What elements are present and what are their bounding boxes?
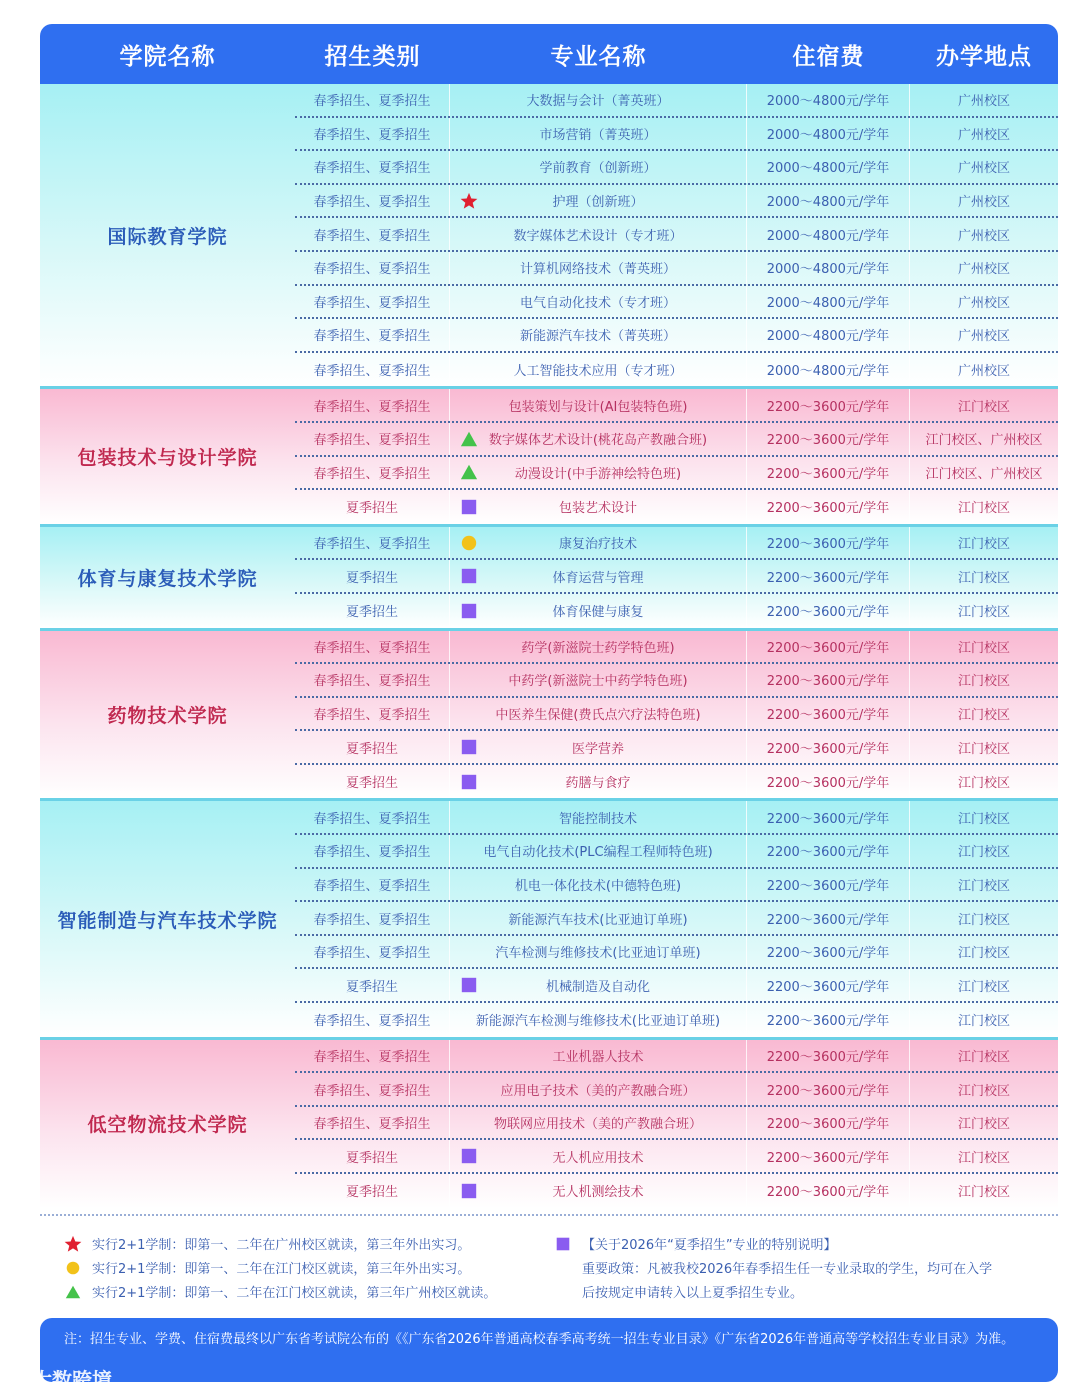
campus-cell: 江门校区 (957, 811, 1010, 827)
table-row (295, 423, 1058, 457)
major-name: 药膳与食疗 (565, 776, 631, 792)
college-name: 低空物流技术学院 (87, 1114, 248, 1137)
table-row (295, 1174, 1058, 1208)
table-row (295, 969, 1058, 1003)
circle-icon (460, 534, 478, 552)
square-icon (460, 976, 478, 994)
table-row (295, 869, 1058, 903)
category-cell: 夏季招生 (295, 731, 450, 763)
campus-cell: 江门校区 (957, 501, 1010, 517)
table-row (295, 698, 1058, 732)
category-cell: 夏季招生 (295, 594, 450, 628)
square-icon (460, 498, 478, 516)
campus-cell: 江门校区 (957, 707, 1010, 723)
major-name: 数字媒体艺术设计（专才班） (513, 228, 683, 244)
college-name: 包装技术与设计学院 (77, 447, 258, 470)
table-row (295, 286, 1058, 320)
campus-cell: 江门校区 (957, 640, 1010, 656)
campus-cell: 江门校区 (957, 979, 1010, 995)
major-cell (450, 1140, 747, 1172)
category-cell: 春季招生、夏季招生 (295, 84, 450, 116)
legend-square (554, 1234, 837, 1253)
major-cell (450, 286, 747, 318)
triangle-icon (64, 1283, 82, 1301)
campus-cell: 江门校区 (957, 912, 1010, 928)
major-name: 市场营销（菁英班） (539, 127, 657, 143)
major-name: 电气自动化技术(PLC编程工程师特色班) (483, 845, 713, 861)
table-row (295, 731, 1058, 765)
campus-cell: 广州校区 (957, 329, 1010, 345)
college-group (40, 1037, 1058, 1208)
major-cell (450, 698, 747, 730)
major-name: 新能源汽车检测与维修技术(比亚迪订单班) (475, 1014, 721, 1030)
legend-triangle (64, 1282, 496, 1301)
campus-cell: 江门校区 (957, 741, 1010, 757)
table-row (295, 527, 1058, 561)
college-group (40, 386, 1058, 523)
campus-cell: 江门校区 (957, 946, 1010, 962)
major-name: 工业机器人技术 (552, 1049, 644, 1065)
category-cell: 春季招生、夏季招生 (295, 664, 450, 696)
major-cell (450, 1003, 747, 1037)
table-row (295, 118, 1058, 152)
category-cell: 春季招生、夏季招生 (295, 151, 450, 183)
major-cell (450, 1073, 747, 1105)
table-row (295, 936, 1058, 970)
square-icon (460, 1147, 478, 1165)
category-cell: 春季招生、夏季招生 (295, 118, 450, 150)
fee-cell: 2200～3600元/学年 (747, 1040, 910, 1072)
category-cell: 夏季招生 (295, 1174, 450, 1208)
table-row (295, 252, 1058, 286)
fee-cell: 2200～3600元/学年 (747, 765, 910, 799)
major-name: 人工智能技术应用（专才班） (513, 364, 683, 380)
college-name: 智能制造与汽车技术学院 (57, 909, 278, 932)
fee-cell: 2000～4800元/学年 (747, 84, 910, 116)
fee-cell: 2000～4800元/学年 (747, 185, 910, 217)
college-group (40, 524, 1058, 628)
table-row (295, 664, 1058, 698)
major-cell (450, 527, 747, 559)
major-name: 大数据与会计（菁英班） (526, 94, 670, 110)
category-cell: 春季招生、夏季招生 (295, 423, 450, 455)
college-group (40, 798, 1058, 1036)
major-name: 医学营养 (571, 741, 624, 757)
fee-cell: 2200～3600元/学年 (747, 1140, 910, 1172)
major-cell (450, 902, 747, 934)
campus-cell: 广州校区 (957, 228, 1010, 244)
header-campus: 办学地点 (936, 43, 1032, 70)
table-row (295, 801, 1058, 835)
category-cell: 春季招生、夏季招生 (295, 527, 450, 559)
major-name: 动漫设计(中手游神绘特色班) (514, 466, 682, 482)
fee-cell: 2200～3600元/学年 (747, 969, 910, 1001)
category-cell: 春季招生、夏季招生 (295, 389, 450, 421)
category-cell: 春季招生、夏季招生 (295, 353, 450, 387)
fee-cell: 2000～4800元/学年 (747, 118, 910, 150)
campus-cell: 广州校区 (957, 364, 1010, 380)
fee-cell: 2200～3600元/学年 (747, 631, 910, 663)
legend-square-line1: 重要政策：凡被我校2026年春季招生任一专业录取的学生，均可在入学 (582, 1262, 993, 1277)
major-name: 应用电子技术（美的产教融合班） (500, 1083, 696, 1099)
category-cell: 春季招生、夏季招生 (295, 1107, 450, 1139)
campus-cell: 江门校区 (957, 776, 1010, 792)
category-cell: 夏季招生 (295, 560, 450, 592)
table-row (295, 560, 1058, 594)
major-name: 体育运营与管理 (552, 570, 644, 586)
fee-cell: 2200～3600元/学年 (747, 801, 910, 833)
major-cell (450, 936, 747, 968)
category-cell: 春季招生、夏季招生 (295, 319, 450, 351)
category-cell: 春季招生、夏季招生 (295, 631, 450, 663)
fee-cell: 2200～3600元/学年 (747, 389, 910, 421)
campus-cell: 江门校区 (957, 399, 1010, 415)
category-cell: 春季招生、夏季招生 (295, 286, 450, 318)
enrollment-table (40, 24, 1058, 1208)
fee-cell: 2200～3600元/学年 (747, 936, 910, 968)
category-cell: 春季招生、夏季招生 (295, 218, 450, 250)
fee-cell: 2200～3600元/学年 (747, 698, 910, 730)
major-cell (450, 84, 747, 116)
major-cell (450, 389, 747, 421)
campus-cell: 江门校区 (957, 674, 1010, 690)
table-row (295, 1003, 1058, 1037)
table-body (40, 84, 1058, 1208)
major-cell (450, 1174, 747, 1208)
fee-cell: 2000～4800元/学年 (747, 319, 910, 351)
major-name: 电气自动化技术（专才班） (519, 295, 676, 311)
category-cell: 夏季招生 (295, 765, 450, 799)
fee-cell: 2200～3600元/学年 (747, 423, 910, 455)
campus-cell: 江门校区、广州校区 (925, 433, 1043, 449)
category-cell: 春季招生、夏季招生 (295, 185, 450, 217)
fee-cell: 2200～3600元/学年 (747, 594, 910, 628)
category-cell: 夏季招生 (295, 969, 450, 1001)
fee-cell: 2200～3600元/学年 (747, 902, 910, 934)
campus-cell: 广州校区 (957, 295, 1010, 311)
major-cell (450, 319, 747, 351)
major-name: 包装艺术设计 (558, 501, 637, 517)
legend-star-text: 实行2+1学制：即第一、二年在广州校区就读，第三年外出实习。 (92, 1238, 471, 1253)
category-cell: 春季招生、夏季招生 (295, 902, 450, 934)
major-cell (450, 869, 747, 901)
fee-cell: 2200～3600元/学年 (747, 1107, 910, 1139)
header-fee: 住宿费 (792, 43, 865, 70)
campus-cell: 广州校区 (957, 262, 1010, 278)
major-name: 智能控制技术 (558, 811, 637, 827)
campus-cell: 江门校区 (957, 1150, 1010, 1166)
fee-cell: 2200～3600元/学年 (747, 490, 910, 524)
campus-cell: 江门校区 (957, 1185, 1010, 1201)
table-row (295, 319, 1058, 353)
major-name: 学前教育（创新班） (539, 161, 657, 177)
table-row (295, 631, 1058, 665)
square-icon (460, 738, 478, 756)
triangle-icon (460, 430, 478, 448)
watermark-text: 大数跨境 (32, 1368, 112, 1392)
fee-cell: 2200～3600元/学年 (747, 835, 910, 867)
campus-cell: 江门校区、广州校区 (925, 466, 1043, 482)
table-row (295, 594, 1058, 628)
major-cell (450, 594, 747, 628)
major-cell (450, 835, 747, 867)
major-cell (450, 664, 747, 696)
table-row (295, 490, 1058, 524)
legend-square-line2: 后按规定申请转入以上夏季招生专业。 (582, 1286, 804, 1301)
fee-cell: 2200～3600元/学年 (747, 869, 910, 901)
watermark (8, 1364, 112, 1393)
major-name: 康复治疗技术 (558, 537, 637, 553)
table-row (295, 1040, 1058, 1074)
category-cell: 春季招生、夏季招生 (295, 1003, 450, 1037)
header-category: 招生类别 (324, 43, 421, 70)
major-cell (450, 252, 747, 284)
footnote: 注：招生专业、学费、住宿费最终以广东省考试院公布的《《广东省2026年普通高校春季高考统一招生专业目录》《广东省2026年普通高等学校招生专业目录》为准。 (40, 1318, 1058, 1382)
square-icon (460, 567, 478, 585)
college-name: 国际教育学院 (107, 225, 228, 248)
major-name: 物联网应用技术（美的产教融合班） (493, 1117, 702, 1133)
major-name: 新能源汽车技术（菁英班） (519, 329, 676, 345)
campus-cell: 江门校区 (957, 537, 1010, 553)
major-cell (450, 185, 747, 217)
fee-cell: 2200～3600元/学年 (747, 560, 910, 592)
table-row (295, 1107, 1058, 1141)
campus-cell: 广州校区 (957, 161, 1010, 177)
table-row (295, 389, 1058, 423)
major-cell (450, 151, 747, 183)
major-cell (450, 801, 747, 833)
major-cell (450, 490, 747, 524)
fee-cell: 2200～3600元/学年 (747, 731, 910, 763)
major-name: 机械制造及自动化 (545, 979, 650, 995)
campus-cell: 江门校区 (957, 1117, 1010, 1133)
major-name: 计算机网络技术（菁英班） (519, 262, 676, 278)
square-icon (460, 1182, 478, 1200)
fee-cell: 2200～3600元/学年 (747, 1174, 910, 1208)
college-name: 体育与康复技术学院 (77, 567, 258, 590)
fee-cell: 2000～4800元/学年 (747, 218, 910, 250)
table-row (295, 353, 1058, 387)
legend (40, 1214, 1058, 1314)
campus-cell: 江门校区 (957, 845, 1010, 861)
college-group (40, 84, 1058, 386)
fee-cell: 2200～3600元/学年 (747, 664, 910, 696)
category-cell: 春季招生、夏季招生 (295, 835, 450, 867)
legend-square-title: 【关于2026年“夏季招生”专业的特别说明】 (582, 1238, 837, 1253)
campus-cell: 江门校区 (957, 1049, 1010, 1065)
circle-icon (64, 1259, 82, 1277)
star-icon (460, 192, 478, 210)
category-cell: 夏季招生 (295, 1140, 450, 1172)
major-cell (450, 560, 747, 592)
campus-cell: 江门校区 (957, 1083, 1010, 1099)
legend-triangle-text: 实行2+1学制：即第一、二年在江门校区就读，第三年广州校区就读。 (92, 1286, 497, 1301)
category-cell: 春季招生、夏季招生 (295, 698, 450, 730)
category-cell: 夏季招生 (295, 490, 450, 524)
major-cell (450, 118, 747, 150)
fee-cell: 2200～3600元/学年 (747, 457, 910, 489)
legend-star (64, 1234, 470, 1253)
category-cell: 春季招生、夏季招生 (295, 1040, 450, 1072)
category-cell: 春季招生、夏季招生 (295, 869, 450, 901)
table-row (295, 835, 1058, 869)
header-college: 学院名称 (119, 43, 216, 70)
major-name: 护理（创新班） (552, 195, 644, 211)
major-name: 汽车检测与维修技术(比亚迪订单班) (495, 946, 701, 962)
fee-cell: 2000～4800元/学年 (747, 353, 910, 387)
table-row (295, 902, 1058, 936)
table-header (40, 24, 1058, 84)
table-row (295, 185, 1058, 219)
table-row (295, 1073, 1058, 1107)
major-cell (450, 218, 747, 250)
major-cell (450, 1040, 747, 1072)
campus-cell: 江门校区 (957, 570, 1010, 586)
major-name: 体育保健与康复 (552, 605, 644, 621)
square-icon (460, 602, 478, 620)
major-cell (450, 969, 747, 1001)
major-name: 中医养生保健(费氏点穴疗法特色班) (495, 707, 701, 723)
major-name: 数字媒体艺术设计(桃花岛产教融合班) (488, 433, 708, 449)
header-major: 专业名称 (550, 43, 647, 70)
campus-cell: 江门校区 (957, 878, 1010, 894)
major-name: 无人机测绘技术 (552, 1185, 644, 1201)
square-icon (554, 1235, 572, 1253)
campus-cell: 广州校区 (957, 127, 1010, 143)
table-row (295, 218, 1058, 252)
triangle-icon (460, 463, 478, 481)
category-cell: 春季招生、夏季招生 (295, 252, 450, 284)
major-cell (450, 731, 747, 763)
campus-cell: 江门校区 (957, 1014, 1010, 1030)
table-row (295, 457, 1058, 491)
campus-cell: 江门校区 (957, 605, 1010, 621)
square-icon (460, 773, 478, 791)
major-cell (450, 423, 747, 455)
star-icon (64, 1235, 82, 1253)
major-cell (450, 631, 747, 663)
major-cell (450, 353, 747, 387)
fee-cell: 2000～4800元/学年 (747, 286, 910, 318)
fee-cell: 2000～4800元/学年 (747, 252, 910, 284)
campus-cell: 广州校区 (957, 195, 1010, 211)
college-group (40, 628, 1058, 799)
legend-circle (64, 1258, 470, 1277)
college-name: 药物技术学院 (107, 704, 228, 727)
major-name: 中药学(新滋院士中药学特色班) (508, 674, 688, 690)
category-cell: 春季招生、夏季招生 (295, 936, 450, 968)
fee-cell: 2200～3600元/学年 (747, 527, 910, 559)
major-name: 包装策划与设计(AI包装特色班) (508, 399, 688, 415)
campus-cell: 广州校区 (957, 94, 1010, 110)
table-row (295, 1140, 1058, 1174)
table-row (295, 151, 1058, 185)
watermark-logo-icon: ℗ (8, 1368, 26, 1389)
category-cell: 春季招生、夏季招生 (295, 801, 450, 833)
fee-cell: 2200～3600元/学年 (747, 1003, 910, 1037)
major-name: 机电一体化技术(中德特色班) (514, 878, 682, 894)
table-row (295, 84, 1058, 118)
legend-circle-text: 实行2+1学制：即第一、二年在江门校区就读，第三年外出实习。 (92, 1262, 471, 1277)
major-name: 新能源汽车技术(比亚迪订单班) (508, 912, 688, 928)
major-name: 药学(新滋院士药学特色班) (521, 640, 675, 656)
fee-cell: 2200～3600元/学年 (747, 1073, 910, 1105)
table-row (295, 765, 1058, 799)
category-cell: 春季招生、夏季招生 (295, 1073, 450, 1105)
major-cell (450, 765, 747, 799)
major-cell (450, 1107, 747, 1139)
fee-cell: 2000～4800元/学年 (747, 151, 910, 183)
major-name: 无人机应用技术 (552, 1150, 644, 1166)
major-cell (450, 457, 747, 489)
category-cell: 春季招生、夏季招生 (295, 457, 450, 489)
